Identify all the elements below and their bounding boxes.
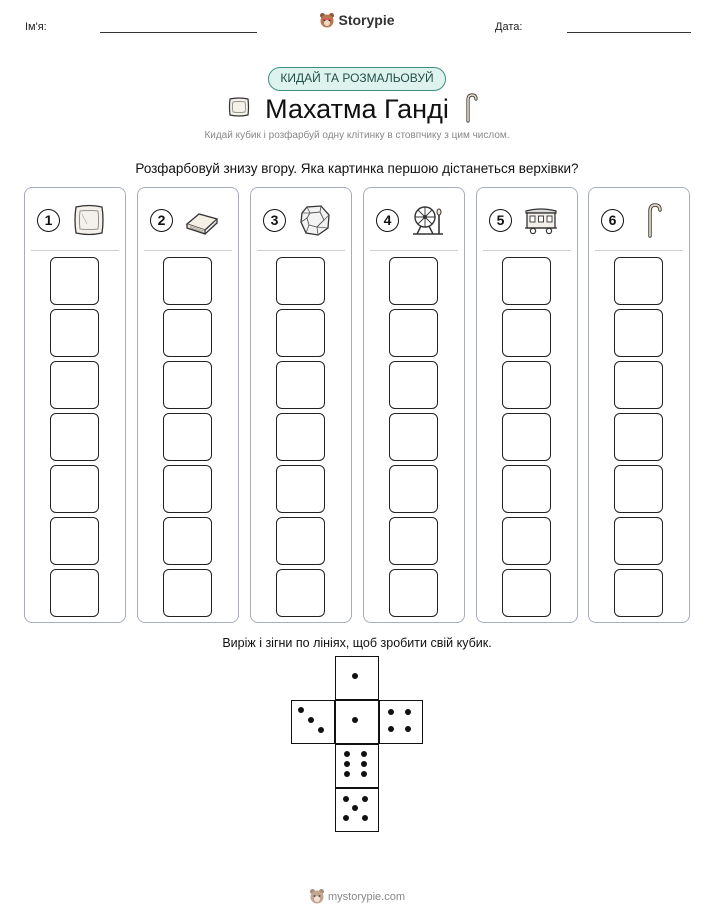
column-number: 2: [150, 209, 173, 232]
pip: [344, 761, 350, 767]
pip: [352, 673, 358, 679]
color-cell[interactable]: [389, 309, 438, 357]
color-cell[interactable]: [276, 465, 325, 513]
stone-icon: [298, 202, 332, 238]
column-number: 3: [263, 209, 286, 232]
die-face-4: [379, 700, 423, 744]
column-divider: [595, 250, 683, 251]
pip: [318, 727, 324, 733]
color-cell[interactable]: [163, 361, 212, 409]
color-cell[interactable]: [163, 309, 212, 357]
activity-badge: КИДАЙ ТА РОЗМАЛЬОВУЙ: [268, 67, 446, 91]
pip: [361, 761, 367, 767]
pip: [388, 709, 394, 715]
walking-stick-icon: [463, 93, 479, 123]
pip: [308, 717, 314, 723]
color-cell[interactable]: [389, 569, 438, 617]
color-cell[interactable]: [50, 361, 99, 409]
die-face-6: [335, 744, 379, 788]
page-title: Махатма Ганді: [265, 94, 449, 124]
color-cell[interactable]: [614, 569, 663, 617]
column-divider: [257, 250, 345, 251]
column-number: 1: [37, 209, 60, 232]
color-cell[interactable]: [389, 517, 438, 565]
color-cell[interactable]: [614, 413, 663, 461]
brand-logo: [0, 12, 714, 28]
subtitle: Кидай кубик і розфарбуй одну клітинку в стовпчику з цим числом.: [204, 130, 510, 141]
cloth-icon: [72, 202, 106, 238]
color-cell[interactable]: [276, 257, 325, 305]
pip: [352, 805, 358, 811]
column-1: [24, 187, 126, 623]
date-label: Дата:: [495, 21, 523, 33]
color-cell[interactable]: [502, 309, 551, 357]
column-3: [250, 187, 352, 623]
pip: [405, 726, 411, 732]
color-cell[interactable]: [50, 413, 99, 461]
pip: [344, 771, 350, 777]
name-label: Ім'я:: [25, 21, 47, 33]
color-cell[interactable]: [389, 361, 438, 409]
column-2: [137, 187, 239, 623]
color-cell[interactable]: [502, 465, 551, 513]
color-cell[interactable]: [276, 413, 325, 461]
pip: [361, 751, 367, 757]
cut-instruction: Виріж і зігни по лініях, щоб зробити свій кубик.: [222, 636, 492, 650]
color-cell[interactable]: [614, 309, 663, 357]
pip: [362, 815, 368, 821]
name-line[interactable]: [100, 32, 257, 33]
brand-name: Storypie: [338, 12, 395, 28]
bear-logo-icon: [319, 12, 335, 28]
color-cell[interactable]: [389, 465, 438, 513]
color-cell[interactable]: [614, 517, 663, 565]
pip: [388, 726, 394, 732]
column-divider: [31, 250, 119, 251]
color-cell[interactable]: [502, 361, 551, 409]
pip: [405, 709, 411, 715]
color-cell[interactable]: [502, 413, 551, 461]
column-number: 4: [376, 209, 399, 232]
color-cell[interactable]: [614, 257, 663, 305]
pip: [352, 717, 358, 723]
date-line[interactable]: [567, 32, 691, 33]
color-cell[interactable]: [276, 517, 325, 565]
train-car-icon: [524, 202, 558, 238]
color-cell[interactable]: [50, 309, 99, 357]
color-cell[interactable]: [163, 569, 212, 617]
bear-logo-icon: [309, 888, 325, 904]
footer-url[interactable]: mystorypie.com: [327, 891, 406, 903]
die-face-5: [335, 788, 379, 832]
color-cell[interactable]: [163, 465, 212, 513]
column-divider: [370, 250, 458, 251]
column-number: 5: [489, 209, 512, 232]
pip: [298, 707, 304, 713]
instruction: Розфарбовуй знизу вгору. Яка картинка першою дістанеться верхівки?: [135, 161, 579, 176]
color-cell[interactable]: [50, 569, 99, 617]
color-cell[interactable]: [50, 257, 99, 305]
pip: [362, 796, 368, 802]
color-cell[interactable]: [614, 361, 663, 409]
column-divider: [483, 250, 571, 251]
book-icon: [185, 202, 219, 238]
pip: [361, 771, 367, 777]
pip: [343, 815, 349, 821]
color-cell[interactable]: [502, 569, 551, 617]
color-cell[interactable]: [163, 517, 212, 565]
color-cell[interactable]: [50, 517, 99, 565]
color-cell[interactable]: [50, 465, 99, 513]
column-4: [363, 187, 465, 623]
footer: [0, 888, 714, 904]
column-divider: [144, 250, 232, 251]
color-cell[interactable]: [276, 361, 325, 409]
column-5: [476, 187, 578, 623]
column-6: [588, 187, 690, 623]
spinning-wheel-icon: [411, 202, 445, 238]
die-face-1: [335, 656, 379, 700]
pip: [343, 796, 349, 802]
column-number: 6: [601, 209, 624, 232]
color-cell[interactable]: [276, 309, 325, 357]
die-face-3: [291, 700, 335, 744]
color-cell[interactable]: [389, 413, 438, 461]
color-cell[interactable]: [389, 257, 438, 305]
color-cell[interactable]: [502, 517, 551, 565]
die-face-1-center: [335, 700, 379, 744]
color-cell[interactable]: [502, 257, 551, 305]
walking-stick-icon: [636, 202, 670, 238]
color-cell[interactable]: [163, 413, 212, 461]
color-cell[interactable]: [614, 465, 663, 513]
color-cell[interactable]: [163, 257, 212, 305]
color-cell[interactable]: [276, 569, 325, 617]
pip: [344, 751, 350, 757]
